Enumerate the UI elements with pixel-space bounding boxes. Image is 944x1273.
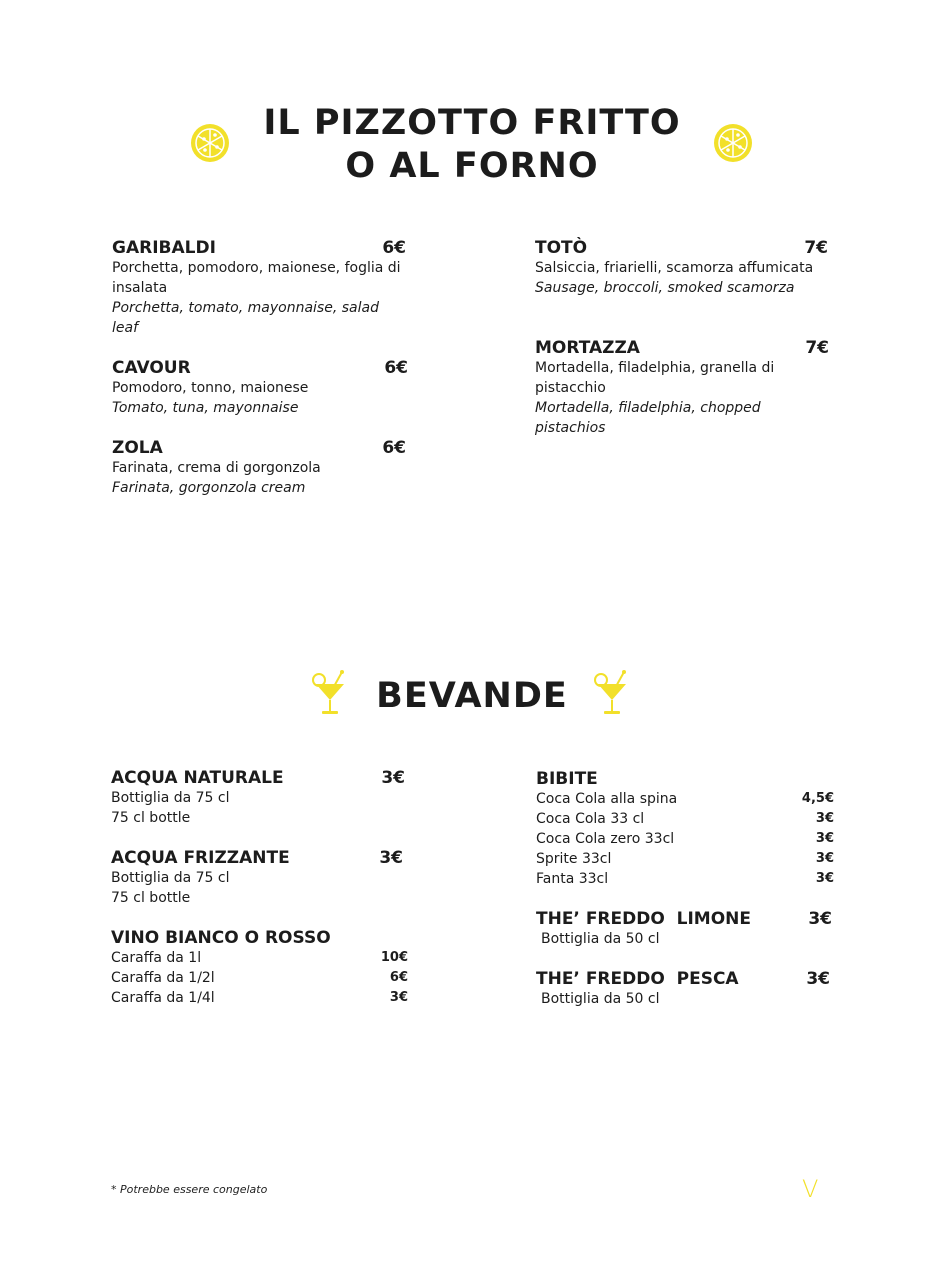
item-description-it: Pomodoro, tonno, maionese <box>112 380 309 396</box>
item-line-1: Bottiglia da 75 cl <box>111 790 230 806</box>
row-label: Coca Cola zero 33cl <box>536 831 675 847</box>
item-name: GARIBALDI <box>112 238 216 258</box>
row-price: 3€ <box>389 990 408 1005</box>
menu-item-cavour <box>112 358 408 418</box>
row-price: 10€ <box>380 950 408 965</box>
footnote: * Potrebbe essere congelato <box>111 1183 268 1196</box>
drink-the-pesca <box>536 969 830 1009</box>
item-name: THE’ FREDDO PESCA <box>536 969 739 989</box>
price-row <box>536 789 834 809</box>
item-price: 6€ <box>384 358 408 378</box>
section-title-bevande: BEVANDE <box>376 676 568 716</box>
pizza-icon <box>713 123 753 163</box>
menu-item-toto <box>535 238 828 298</box>
title-line-1: IL PIZZOTTO FRITTO <box>263 103 681 143</box>
menu-item-mortazza <box>535 338 829 438</box>
item-name: BIBITE <box>536 769 598 789</box>
pizza-icon <box>190 123 230 163</box>
item-name: ACQUA NATURALE <box>111 768 284 788</box>
item-line-2: 75 cl bottle <box>111 810 191 826</box>
row-label: Caraffa da 1/2l <box>111 970 215 986</box>
item-price: 3€ <box>379 848 403 868</box>
item-description-en: Porchetta, tomato, mayonnaise, salad leaf <box>112 300 379 336</box>
row-label: Fanta 33cl <box>536 871 609 887</box>
item-line-1: Bottiglia da 75 cl <box>111 870 230 886</box>
item-description-en: Tomato, tuna, mayonnaise <box>112 400 299 416</box>
item-description-it: Salsiccia, friarielli, scamorza affumicata <box>535 260 814 276</box>
price-row <box>536 849 834 869</box>
price-row <box>111 948 408 968</box>
drink-the-limone <box>536 909 832 949</box>
item-line-1: Bottiglia da 50 cl <box>541 991 660 1007</box>
item-name: CAVOUR <box>112 358 191 378</box>
drink-acqua-naturale <box>111 768 405 828</box>
item-line-1: Bottiglia da 50 cl <box>541 931 660 947</box>
drink-acqua-frizzante <box>111 848 403 908</box>
drink-vino <box>111 928 408 1008</box>
row-label: Coca Cola 33 cl <box>536 811 645 827</box>
price-row <box>536 829 834 849</box>
row-price: 3€ <box>815 871 834 886</box>
item-description-en: Farinata, gorgonzola cream <box>112 480 306 496</box>
drink-bibite <box>536 769 834 889</box>
item-price: 3€ <box>806 969 830 989</box>
cocktail-icon <box>592 670 632 716</box>
item-name: ACQUA FRIZZANTE <box>111 848 290 868</box>
menu-item-zola <box>112 438 406 498</box>
row-price: 3€ <box>815 851 834 866</box>
price-row <box>536 869 834 889</box>
row-label: Caraffa da 1/4l <box>111 990 215 1006</box>
section-title-pizzotto <box>0 102 944 188</box>
item-price: 6€ <box>382 438 406 458</box>
title-line-2: O AL FORNO <box>345 146 599 186</box>
price-row <box>111 968 408 988</box>
item-description-it: Farinata, crema di gorgonzola <box>112 460 321 476</box>
row-price: 4,5€ <box>801 791 834 806</box>
row-label: Coca Cola alla spina <box>536 791 678 807</box>
row-price: 3€ <box>815 831 834 846</box>
item-name: VINO BIANCO O ROSSO <box>111 928 331 948</box>
item-description-it: Mortadella, filadelphia, granella di pistacchio <box>535 360 775 396</box>
row-price: 6€ <box>389 970 408 985</box>
item-name: THE’ FREDDO LIMONE <box>536 909 752 929</box>
item-name: MORTAZZA <box>535 338 640 358</box>
item-name: TOTÒ <box>535 238 588 258</box>
cocktail-icon <box>310 670 350 716</box>
item-description-it: Porchetta, pomodoro, maionese, foglia di insalata <box>112 260 401 296</box>
item-price: 3€ <box>808 909 832 929</box>
price-row <box>536 809 834 829</box>
item-price: 7€ <box>804 238 828 258</box>
page-mark: V <box>802 1175 819 1203</box>
item-line-2: 75 cl bottle <box>111 890 191 906</box>
item-description-en: Sausage, broccoli, smoked scamorza <box>535 280 795 296</box>
item-description-en: Mortadella, filadelphia, chopped pistachios <box>535 400 761 436</box>
row-label: Caraffa da 1l <box>111 950 202 966</box>
item-price: 3€ <box>381 768 405 788</box>
menu-item-garibaldi <box>112 238 406 338</box>
item-price: 6€ <box>382 238 406 258</box>
row-price: 3€ <box>815 811 834 826</box>
item-name: ZOLA <box>112 438 163 458</box>
price-row <box>111 988 408 1008</box>
row-label: Sprite 33cl <box>536 851 612 867</box>
item-price: 7€ <box>805 338 829 358</box>
